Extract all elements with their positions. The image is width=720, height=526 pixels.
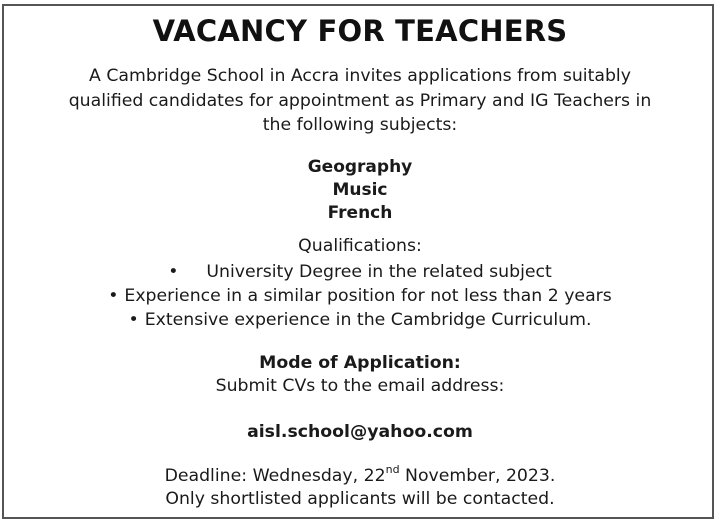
bullet-icon: • [128,310,139,330]
qualification-item [0,308,720,332]
subject-french: French [327,203,393,223]
deadline-line [0,463,720,486]
subjects-list [0,156,720,225]
contact-email: aisl.school@yahoo.com [247,422,473,442]
subject-music: Music [332,180,388,200]
qualification-text: Extensive experience in the Cambridge Curriculum. [144,310,592,330]
bullet-icon: • [108,286,119,306]
deadline-ordinal: nd [385,463,400,476]
bullet-icon: • [168,262,179,282]
deadline-suffix: November, 2023. [399,466,556,486]
application-instructions: Submit CVs to the email address: [215,376,505,396]
deadline-prefix: Deadline: Wednesday, 22 [164,466,386,486]
intro-paragraph [20,64,700,138]
shortlist-note: Only shortlisted applicants will be contacted. [165,489,555,509]
qualification-item [0,284,720,308]
page-title: VACANCY FOR TEACHERS [152,14,568,48]
qualification-item [0,260,720,284]
subject-geography: Geography [307,157,413,177]
qualifications-list [0,260,720,332]
qualification-text: Experience in a similar position for not less than 2 years [124,286,612,306]
qualifications-heading: Qualifications: [298,236,422,256]
intro-line-1: A Cambridge School in Accra invites applications from suitably [89,66,631,86]
intro-line-3: the following subjects: [262,115,458,135]
application-heading: Mode of Application: [259,353,461,373]
intro-line-2: qualified candidates for appointment as Primary and IG Teachers in [68,90,652,111]
qualification-text: University Degree in the related subject [206,262,552,282]
